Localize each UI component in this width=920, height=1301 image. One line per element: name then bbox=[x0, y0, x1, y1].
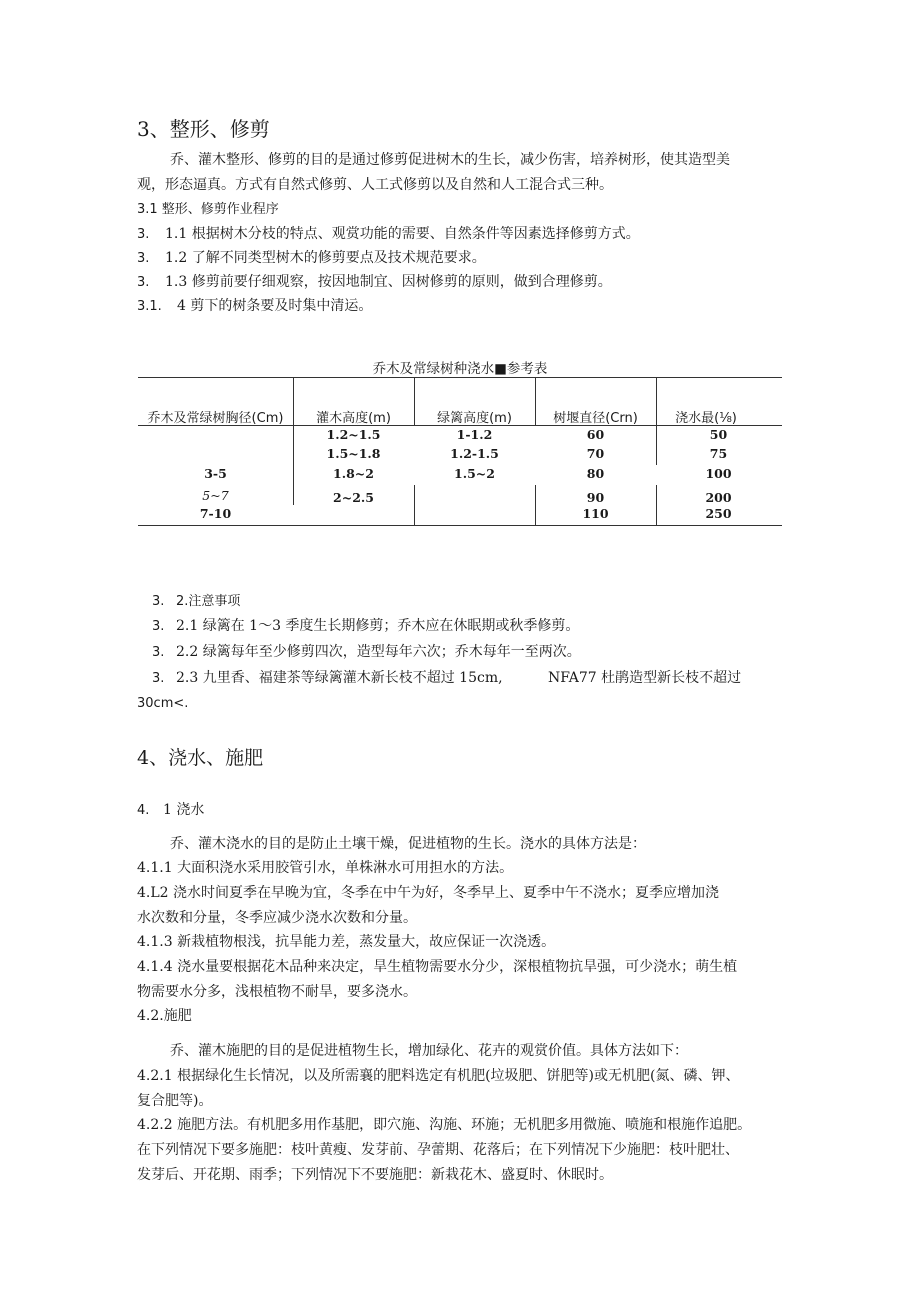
table-cell: 1.2~1.5 bbox=[326, 427, 381, 442]
table-cell: 1-1.2 bbox=[456, 427, 493, 442]
section4-intro42: 乔、灌木施肥的目的是促进植物生长，增加绿化、花卉的观赏价值。具体方法如下： bbox=[170, 1043, 688, 1059]
table-cell: 70 bbox=[586, 446, 605, 461]
table-cell: 90 bbox=[586, 490, 605, 505]
text-line: 4.2.2 施肥方法。有机肥多用作基肥，即穴施、沟施、环施；无机肥多用微施、喷施和根施作追肥。 bbox=[137, 1117, 752, 1133]
text-line: 发芽后、开花期、雨季；下列情况下不要施肥：新栽花木、盛夏时、休眠时。 bbox=[137, 1167, 613, 1183]
text-line: 在下列情况下要多施肥：枝叶黄瘦、发芽前、孕蕾期、花落后；在下列情况下少施肥：枝叶肥壮、 bbox=[137, 1142, 739, 1158]
section3-intro-line2: 观，形态逼真。方式有自然式修剪、人工式修剪以及自然和人工混合式三种。 bbox=[137, 177, 613, 193]
list-item: 3.1. 4 剪下的树条要及时集中清运。 bbox=[137, 298, 373, 314]
table-cell: 1.8~2 bbox=[333, 466, 374, 481]
text-line: 4.1.3 新栽植物根浅，抗旱能力差，蒸发量大，故应保证一次浇透。 bbox=[137, 934, 556, 950]
table-cell: 7-10 bbox=[199, 506, 232, 521]
text-line: 4.1.1 大面积浇水采用胶管引水，单株淋水可用担水的方法。 bbox=[137, 860, 514, 876]
list-item: 3. 1.1 根据树木分枝的特点、观赏功能的需要、自然条件等因素选择修剪方式。 bbox=[137, 226, 640, 242]
list-item-continuation: 30cm<. bbox=[137, 696, 189, 711]
table-cell: 80 bbox=[586, 466, 605, 481]
table-top-rule bbox=[138, 377, 782, 378]
section4-heading: 4、浇水、施肥 bbox=[137, 747, 264, 769]
text-line: 4.1.4 浇水量要根据花木品种来决定，旱生植物需要水分少，深根植物抗旱强，可少浇水；萌生植 bbox=[137, 959, 738, 975]
table-title: 乔木及常绿树种浇水■参考表 bbox=[372, 361, 548, 377]
list-item: 3. 2.3 九里香、福建茶等绿篱灌木新长枝不超过 15cm, bbox=[152, 670, 503, 686]
table-cell: 3-5 bbox=[204, 466, 227, 481]
list-item: 3. 1.2 了解不同类型树木的修剪要点及技术规范要求。 bbox=[137, 250, 486, 266]
sub-heading-4-1: 4. 1 浇水 bbox=[137, 802, 205, 818]
table-cell: 250 bbox=[705, 506, 732, 521]
table-cell: 75 bbox=[709, 446, 728, 461]
table-header-cell: 灌木高度(m) bbox=[316, 411, 391, 426]
sub-heading-3-2: 3. 2.注意事项 bbox=[152, 594, 241, 609]
table-cell: 100 bbox=[705, 466, 732, 481]
table-cell: 2~2.5 bbox=[333, 490, 374, 505]
sub-heading-4-2: 4.2.施肥 bbox=[137, 1008, 192, 1024]
sub-heading-3-1: 3.1 整形、修剪作业程序 bbox=[137, 202, 279, 217]
table-header-cell: 绿篱高度(m) bbox=[437, 411, 512, 426]
table-cell: 200 bbox=[705, 490, 732, 505]
section3-intro-line1: 乔、灌木整形、修剪的目的是通过修剪促进树木的生长，减少伤害，培养树形，使其造型美 bbox=[170, 152, 730, 168]
section3-heading: 3、整形、修剪 bbox=[137, 117, 270, 141]
table-cell: 60 bbox=[586, 427, 605, 442]
list-item: 3. 1.3 修剪前要仔细观察，按因地制宜、因树修剪的原则，做到合理修剪。 bbox=[137, 274, 612, 290]
table-cell: 1.5~2 bbox=[454, 466, 495, 481]
table-col-divider bbox=[414, 485, 415, 525]
table-cell: 5~7 bbox=[202, 488, 229, 503]
table-cell: 50 bbox=[709, 427, 728, 442]
list-item: 3. 2.2 绿篱每年至少修剪四次，造型每年六次；乔木每年一至两次。 bbox=[152, 644, 581, 660]
table-header-cell: 浇水最(⅛) bbox=[675, 411, 737, 426]
list-item: 3. 2.1 绿篱在 1～3 季度生长期修剪；乔木应在休眠期或秋季修剪。 bbox=[152, 618, 580, 634]
list-item-continuation: NFA77 杜鹃造型新长枝不超过 bbox=[548, 670, 742, 686]
table-cell: 1.2-1.5 bbox=[450, 446, 499, 461]
table-header-cell: 乔木及常绿树胸径(Cm) bbox=[147, 411, 284, 426]
text-line: 物需要水分多，浅根植物不耐旱，要多浇水。 bbox=[137, 984, 417, 1000]
table-cell: 110 bbox=[582, 506, 609, 521]
table-header-cell: 树堰直径(Crn) bbox=[553, 411, 638, 426]
text-line: 复合肥等)。 bbox=[137, 1093, 213, 1109]
table-bottom-rule bbox=[138, 525, 782, 526]
text-line: 4.2.1 根据绿化生长情况，以及所需襄的肥料选定有机肥(垃圾肥、饼肥等)或无机肥(氮、磷、钾、 bbox=[137, 1068, 740, 1084]
section4-intro41: 乔、灌木浇水的目的是防止土壤干燥，促进植物的生长。浇水的具体方法是： bbox=[170, 836, 646, 852]
text-line: 4.L2 浇水时间夏季在早晚为宜，冬季在中午为好，冬季早上、夏季中午不浇水；夏季应增加浇 bbox=[137, 885, 720, 901]
table-cell: 1.5~1.8 bbox=[326, 446, 381, 461]
text-line: 水次数和分量，冬季应减少浇水次数和分量。 bbox=[137, 910, 417, 926]
